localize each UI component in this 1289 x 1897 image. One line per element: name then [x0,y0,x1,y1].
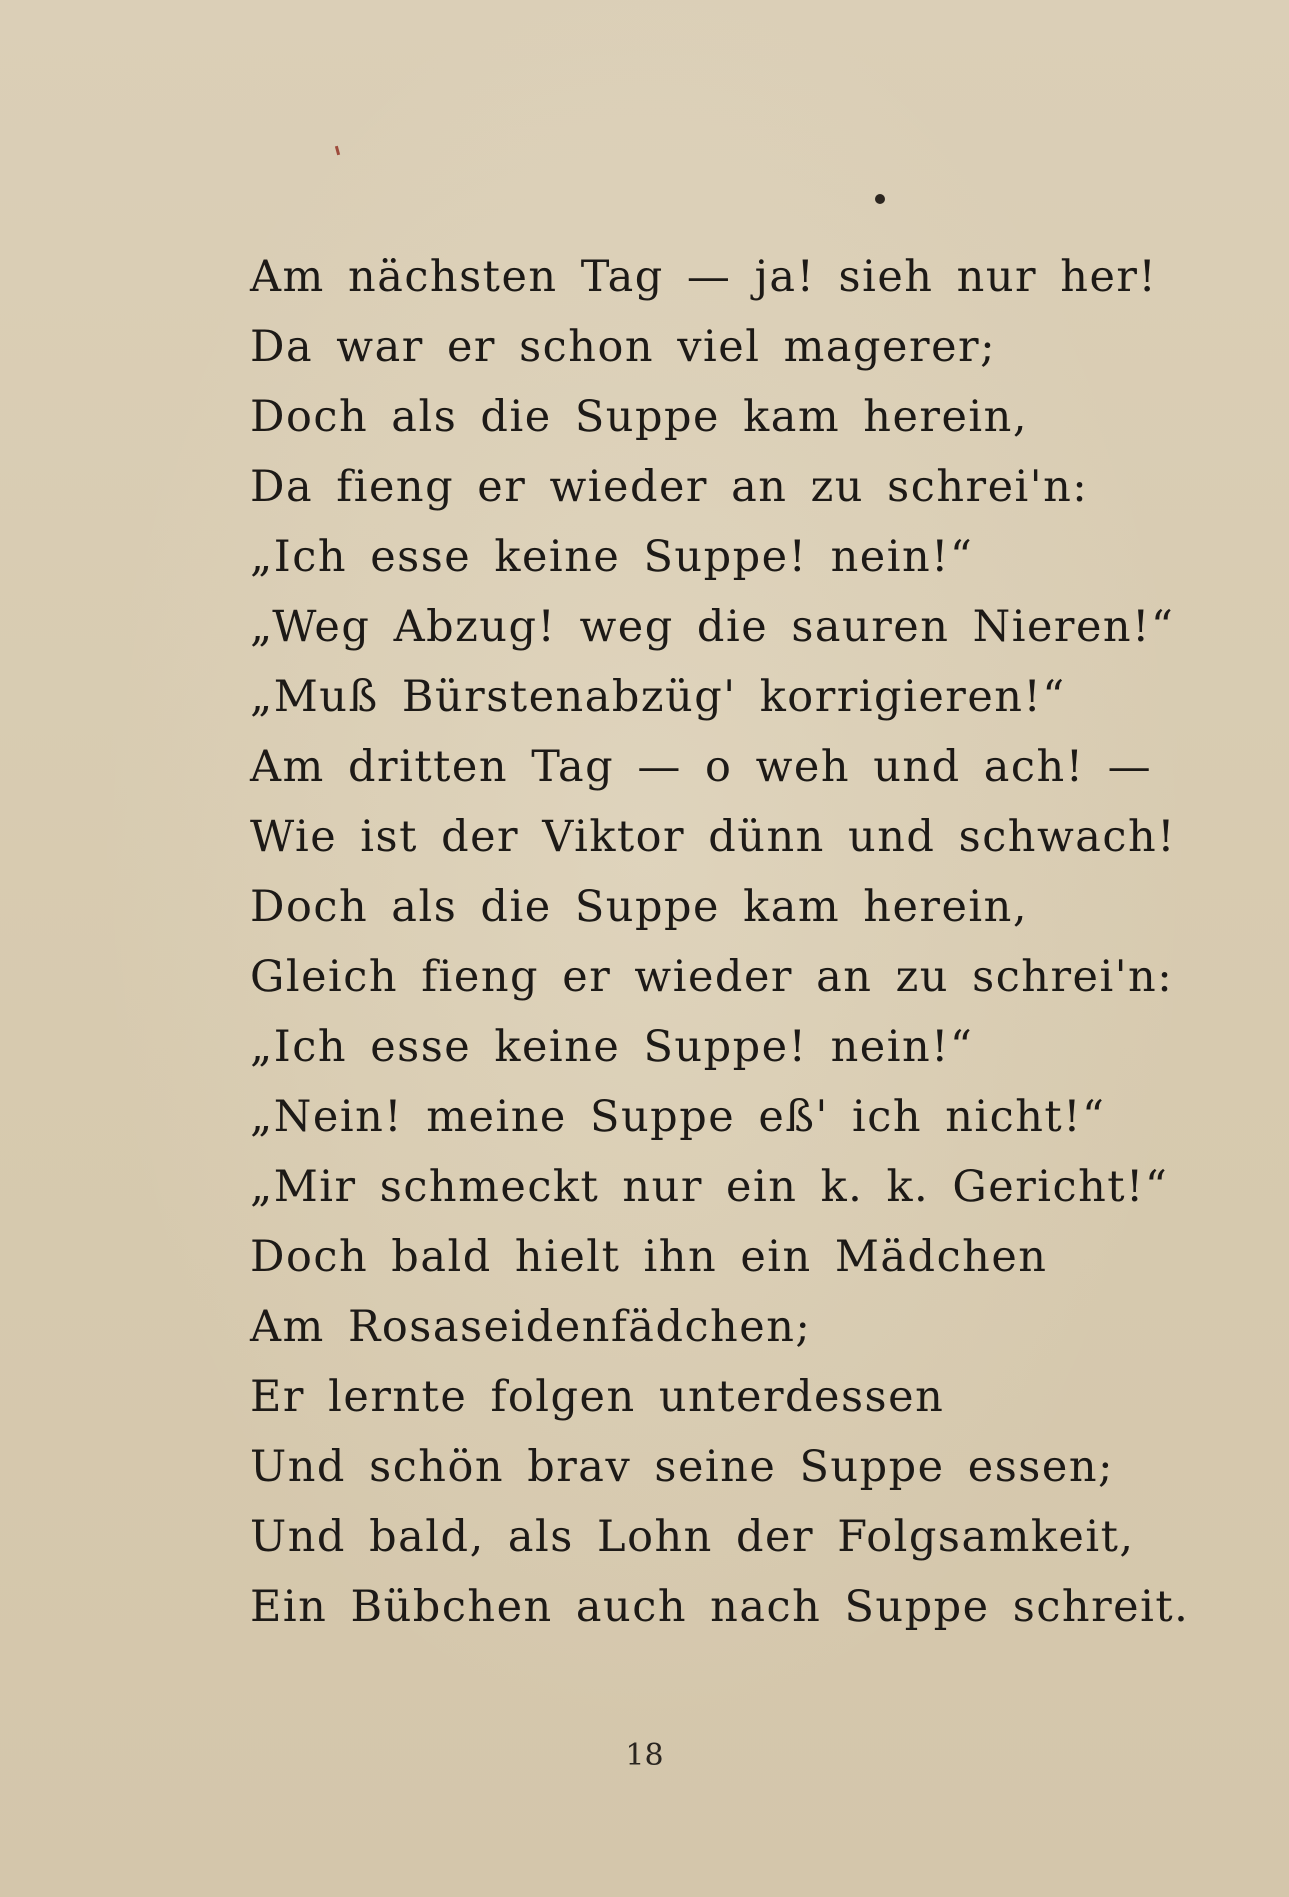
poem-line: Gleich fieng er wieder an zu schrei'n: [250,952,1174,1002]
poem-line: „Ich esse keine Suppe! nein!“ [250,532,974,582]
poem-line: Er lernte folgen unterdessen [250,1372,945,1422]
poem-line: Am dritten Tag — o weh und ach! — [250,742,1153,792]
poem-line: Und bald, als Lohn der Folgsamkeit, [250,1512,1135,1562]
poem-line: Am nächsten Tag — ja! sieh nur her! [250,252,1158,302]
poem-line: „Nein! meine Suppe eß' ich nicht!“ [250,1092,1106,1142]
poem [250,242,1190,1642]
poem-line: Da fieng er wieder an zu schrei'n: [250,462,1089,512]
poem-line: „Ich esse keine Suppe! nein!“ [250,1022,974,1072]
poem-line: Doch als die Suppe kam herein, [250,882,1029,932]
poem-line: Wie ist der Viktor dünn und schwach! [250,812,1176,862]
ink-speck [875,194,885,204]
poem-line: Doch bald hielt ihn ein Mädchen [250,1232,1048,1282]
poem-line: Ein Bübchen auch nach Suppe schreit. [250,1582,1190,1632]
poem-line: Da war er schon viel magerer; [250,322,997,372]
poem-line: „Muß Bürstenabzüg' korrigieren!“ [250,672,1066,722]
page-number: 18 [625,1738,664,1773]
ink-mark [335,146,340,155]
poem-line: Und schön brav seine Suppe essen; [250,1442,1115,1492]
poem-line: Doch als die Suppe kam herein, [250,392,1029,442]
poem-line: Am Rosaseidenfädchen; [250,1302,812,1352]
poem-line: „Mir schmeckt nur ein k. k. Gericht!“ [250,1162,1169,1212]
poem-line: „Weg Abzug! weg die sauren Nieren!“ [250,602,1175,652]
